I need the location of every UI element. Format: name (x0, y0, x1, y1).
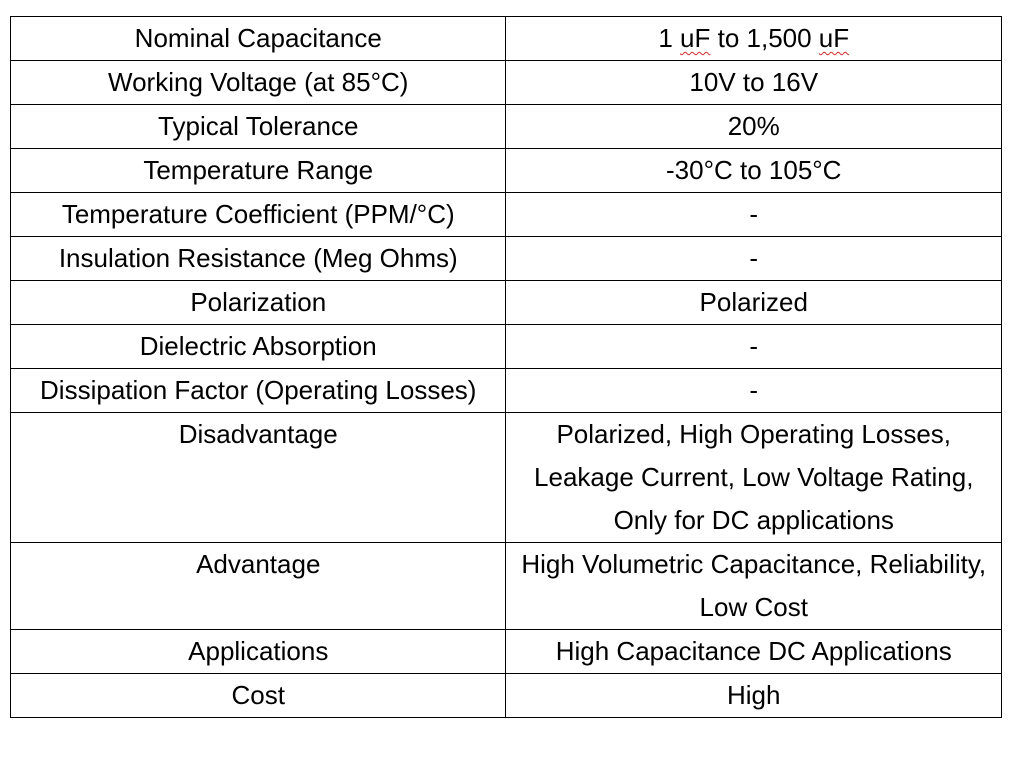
row-label-insulation-resistance[interactable]: Insulation Resistance (Meg Ohms) (11, 237, 506, 281)
table-row (11, 61, 1002, 105)
table-row (11, 193, 1002, 237)
table-row (11, 17, 1002, 61)
row-label-applications[interactable]: Applications (11, 630, 506, 674)
row-value-working-voltage[interactable]: 10V to 16V (506, 61, 1002, 105)
spellcheck-flagged-word[interactable]: uF (818, 23, 850, 53)
row-value-temperature-range[interactable]: -30°C to 105°C (506, 149, 1002, 193)
table-row (11, 149, 1002, 193)
row-value-temperature-coefficient[interactable]: - (506, 193, 1002, 237)
value-text: to 1,500 (710, 23, 819, 53)
row-label-working-voltage[interactable]: Working Voltage (at 85°C) (11, 61, 506, 105)
table-row (11, 105, 1002, 149)
row-value-polarization[interactable]: Polarized (506, 281, 1002, 325)
row-label-dissipation-factor[interactable]: Dissipation Factor (Operating Losses) (11, 369, 506, 413)
row-label-polarization[interactable]: Polarization (11, 281, 506, 325)
row-label-cost[interactable]: Cost (11, 674, 506, 718)
table-row (11, 413, 1002, 543)
capacitor-spec-table (10, 16, 1002, 718)
row-value-disadvantage[interactable]: Polarized, High Operating Losses, Leakage Current, Low Voltage Rating, Only for DC applications (506, 413, 1002, 543)
row-value-typical-tolerance[interactable]: 20% (506, 105, 1002, 149)
row-label-typical-tolerance[interactable]: Typical Tolerance (11, 105, 506, 149)
row-value-insulation-resistance[interactable]: - (506, 237, 1002, 281)
table-row (11, 325, 1002, 369)
table-row (11, 237, 1002, 281)
table-row (11, 674, 1002, 718)
row-value-cost[interactable]: High (506, 674, 1002, 718)
table-row (11, 543, 1002, 630)
row-value-advantage[interactable]: High Volumetric Capacitance, Reliability, Low Cost (506, 543, 1002, 630)
row-label-temperature-range[interactable]: Temperature Range (11, 149, 506, 193)
table-row (11, 369, 1002, 413)
table-row (11, 281, 1002, 325)
row-value-nominal-capacitance[interactable] (506, 17, 1002, 61)
row-label-dielectric-absorption[interactable]: Dielectric Absorption (11, 325, 506, 369)
row-label-disadvantage[interactable]: Disadvantage (11, 413, 506, 543)
row-value-dissipation-factor[interactable]: - (506, 369, 1002, 413)
row-label-advantage[interactable]: Advantage (11, 543, 506, 630)
value-text: 1 (658, 23, 681, 53)
row-value-dielectric-absorption[interactable]: - (506, 325, 1002, 369)
row-label-temperature-coefficient[interactable]: Temperature Coefficient (PPM/°C) (11, 193, 506, 237)
row-value-applications[interactable]: High Capacitance DC Applications (506, 630, 1002, 674)
spellcheck-flagged-word[interactable]: uF (680, 23, 711, 53)
row-label-nominal-capacitance[interactable]: Nominal Capacitance (11, 17, 506, 61)
table-row (11, 630, 1002, 674)
